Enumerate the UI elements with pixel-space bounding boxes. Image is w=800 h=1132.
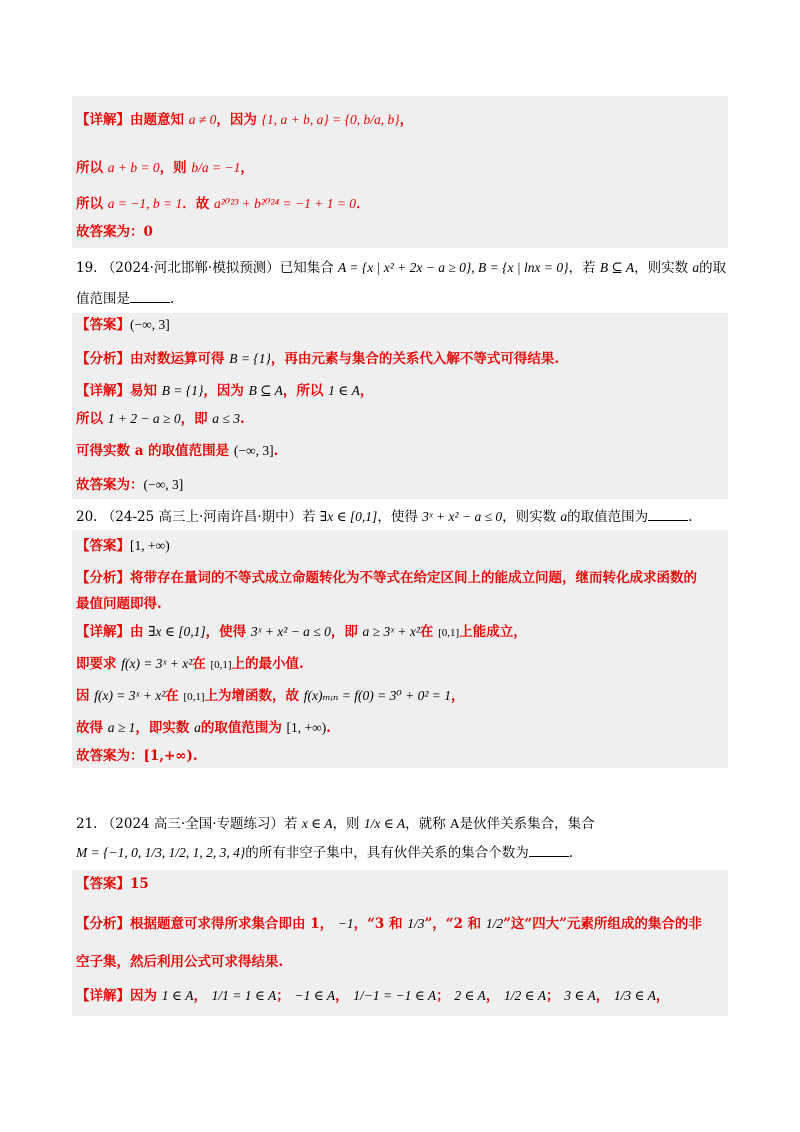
q21-detail-line1: 【详解】因为 1 ∈ A， 1/1 = 1 ∈ A； −1 ∈ A， 1/−1 = −1 ∈ A； 2 ∈ A， 1/2 ∈ A； 3 ∈ A， 1/3 ∈ A，	[76, 988, 670, 1004]
q20-answer-line: 【答案】[1, +∞)	[76, 538, 170, 554]
q19-stem-line1: 19. （2024·河北邯郸·模拟预测）已知集合 A = {x | x² + 2x − a ≥ 0}, B = {x | lnx = 0}，若 B ⊆ A，则实数 a的取	[76, 260, 727, 276]
q20-final-answer-line: 故答案为：[1,+∞).	[76, 748, 198, 764]
q19-analysis-line: 【分析】由对数运算可得 B = {1}，再由元素与集合的关系代入解不等式可得结果.	[76, 351, 560, 367]
q20-analysis-line2: 最值问题即得.	[76, 596, 162, 612]
q20-detail-line2: 即要求 f(x) = 3ˣ + x²在 [0,1]上的最小值.	[76, 656, 304, 672]
q21-analysis-line2: 空子集，然后利用公式可求得结果.	[76, 954, 284, 970]
q19-detail-line1: 【详解】易知 B = {1}，因为 B ⊆ A，所以 1 ∈ A，	[76, 383, 374, 399]
q18-detail-line2: 所以 a + b = 0，则 b/a = −1，	[76, 160, 254, 176]
q19-solution-block	[72, 313, 728, 499]
q18-detail-line1: 【详解】由题意知 a ≠ 0，因为 {1, a + b, a} = {0, b/a, b}，	[76, 112, 414, 128]
q21-stem-line2: M = {−1, 0, 1/3, 1/2, 1, 2, 3, 4}的所有非空子集中，具有伙伴关系的集合个数为 .	[76, 842, 573, 863]
q21-answer-line: 【答案】15	[76, 876, 149, 892]
q21-stem-line1: 21. （2024 高三·全国·专题练习）若 x ∈ A，则 1/x ∈ A，就称 A是伙伴关系集合，集合	[76, 816, 595, 832]
q20-analysis-line1: 【分析】将带存在量词的不等式成立命题转化为不等式在给定区间上的能成立问题，继而转化成求函数的	[76, 570, 697, 586]
q21-analysis-line1: 【分析】根据题意可求得所求集合即由 1， −1，“3 和 1/3”，“2 和 1/2”这“四大”元素所组成的集合的非	[76, 916, 702, 932]
q19-detail-line4: 故答案为：(−∞, 3]	[76, 477, 184, 493]
q19-detail-line2: 所以 1 + 2 − a ≥ 0，即 a ≤ 3.	[76, 411, 245, 427]
answer-blank	[648, 506, 688, 521]
answer-blank	[130, 288, 170, 303]
answer-blank	[529, 842, 569, 857]
q20-solution-block	[72, 530, 728, 768]
q18-answer-line: 故答案为：0	[76, 224, 153, 240]
q18-detail-line3: 所以 a = −1, b = 1．故 a²⁰²³ + b²⁰²⁴ = −1 + 1 = 0．	[76, 196, 370, 212]
q18-solution-block	[72, 96, 728, 248]
q19-answer-line: 【答案】(−∞, 3]	[76, 317, 170, 333]
q19-stem-line2: 值范围是 .	[76, 288, 174, 309]
q20-stem: 20. （24-25 高三上·河南许昌·期中）若 ∃x ∈ [0,1]，使得 3ˣ + x² − a ≤ 0，则实数 a的取值范围为 .	[76, 506, 692, 527]
q20-detail-line4: 故得 a ≥ 1，即实数 a的取值范围为 [1, +∞).	[76, 720, 331, 736]
q21-solution-block	[72, 870, 728, 1016]
q20-detail-line3: 因 f(x) = 3ˣ + x²在 [0,1]上为增函数，故 f(x)ₘᵢₙ = f(0) = 3⁰ + 0² = 1，	[76, 688, 465, 704]
q20-detail-line1: 【详解】由 ∃x ∈ [0,1]，使得 3ˣ + x² − a ≤ 0，即 a ≥ 3ˣ + x²在 [0,1]上能成立，	[76, 624, 527, 640]
q19-detail-line3: 可得实数 a 的取值范围是 (−∞, 3].	[76, 443, 279, 459]
